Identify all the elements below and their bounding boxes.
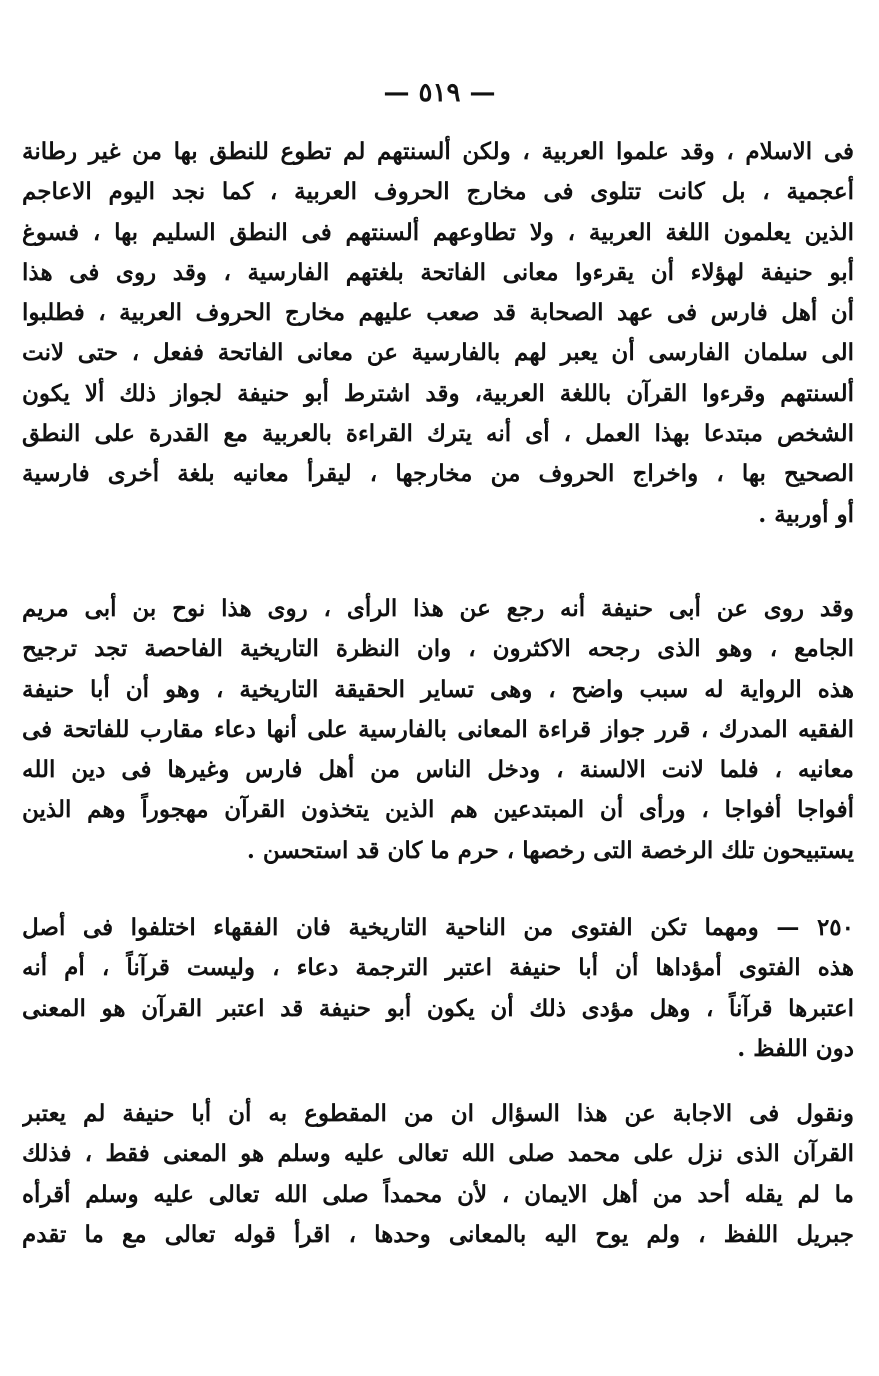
paragraph-1 — [22, 132, 854, 535]
text-line: دون اللفظ . — [737, 1034, 854, 1062]
text-line: ٢٥٠ — ومهما تكن الفتوى من الناحية التاريخية فان الفقهاء اختلفوا فى أصل — [22, 914, 854, 941]
text-line: ونقول فى الاجابة عن هذا السؤال ان من المقطوع به أن أبا حنيفة لم يعتبر — [22, 1100, 854, 1127]
text-line: القرآن الذى نزل على محمد صلى الله تعالى عليه وسلم هو المعنى فقط ، فذلك — [22, 1140, 854, 1168]
text-line: فى الاسلام ، وقد علموا العربية ، ولكن ألسنتهم لم تطوع للنطق بها من غير رطانة — [22, 138, 854, 165]
text-line: وقد روى عن أبى حنيفة أنه رجع عن هذا الرأى ، روى هذا نوح بن أبى مريم — [22, 595, 854, 622]
page-number: — ٥١٩ — — [383, 78, 496, 108]
text-line: جبريل اللفظ ، ولم يوح اليه بالمعانى وحدها ، اقرأ قوله تعالى مع ما تقدم — [22, 1220, 854, 1248]
text-line: هذه الرواية له سبب واضح ، وهى تساير الحقيقة التاريخية ، وهو أن أبا حنيفة — [22, 675, 854, 703]
text-line: هذه الفتوى أمؤداها أن أبا حنيفة اعتبر الترجمة دعاء ، وليست قرآناً ، أم أنه — [22, 954, 854, 982]
text-line: اعتبرها قرآناً ، وهل مؤدى ذلك أن يكون أبو حنيفة قد اعتبر القرآن هو المعنى — [22, 994, 854, 1022]
text-line: الفقيه المدرك ، قرر جواز قراءة المعانى بالفارسية على أنها دعاء مقارب للفاتحة فى — [22, 715, 854, 743]
text-line: أفواجا أفواجا ، ورأى أن المبتدعين هم الذين يتخذون القرآن مهجوراً وهم الذين — [22, 796, 854, 824]
text-line: ما لم يقله أحد من أهل الايمان ، لأن محمداً صلى الله تعالى عليه وسلم أقرأه — [22, 1180, 854, 1208]
paragraph-2 — [22, 589, 854, 871]
text-line: الصحيح بها ، واخراج الحروف من مخارجها ، ليقرأ معانيه بلغة أخرى فارسية — [22, 460, 854, 488]
text-line: معانيه ، فلما لانت الالسنة ، ودخل الناس من أهل فارس وغيرها فى دين الله — [22, 756, 854, 784]
paragraph-4 — [22, 1094, 854, 1255]
text-line: الى سلمان الفارسى أن يعبر لهم بالفارسية عن معانى الفاتحة ففعل ، حتى لانت — [22, 339, 854, 367]
text-line: أبو حنيفة لهؤلاء أن يقرءوا معانى الفاتحة بلغتهم الفارسية ، وقد روى فى هذا — [22, 258, 854, 286]
text-line: أو أوربية . — [758, 500, 854, 528]
text-line: الشخص مبتدعا بهذا العمل ، أى أنه يترك القراءة بالعربية مع القدرة على النطق — [22, 420, 854, 448]
text-line: الجامع ، وهو الذى رجحه الاكثرون ، وان النظرة التاريخية الفاحصة تجد ترجيح — [22, 635, 854, 663]
paragraph-3 — [22, 908, 854, 1069]
text-line: أعجمية ، بل كانت تتلوى فى مخارج الحروف العربية ، كما نجد اليوم الاعاجم — [22, 178, 854, 206]
text-line: ألسنتهم وقرءوا القرآن باللغة العربية، وقد اشترط أبو حنيفة لجواز ذلك ألا يكون — [22, 379, 854, 407]
text-line: الذين يعلمون اللغة العربية ، ولا تطاوعهم ألسنتهم فى النطق السليم بها ، فسوغ — [22, 218, 854, 246]
text-line: أن أهل فارس فى عهد الصحابة قد صعب عليهم مخارج الحروف العربية ، فطلبوا — [22, 299, 854, 327]
text-line: يستبيحون تلك الرخصة التى رخصها ، حرم ما كان قد استحسن . — [246, 836, 854, 864]
